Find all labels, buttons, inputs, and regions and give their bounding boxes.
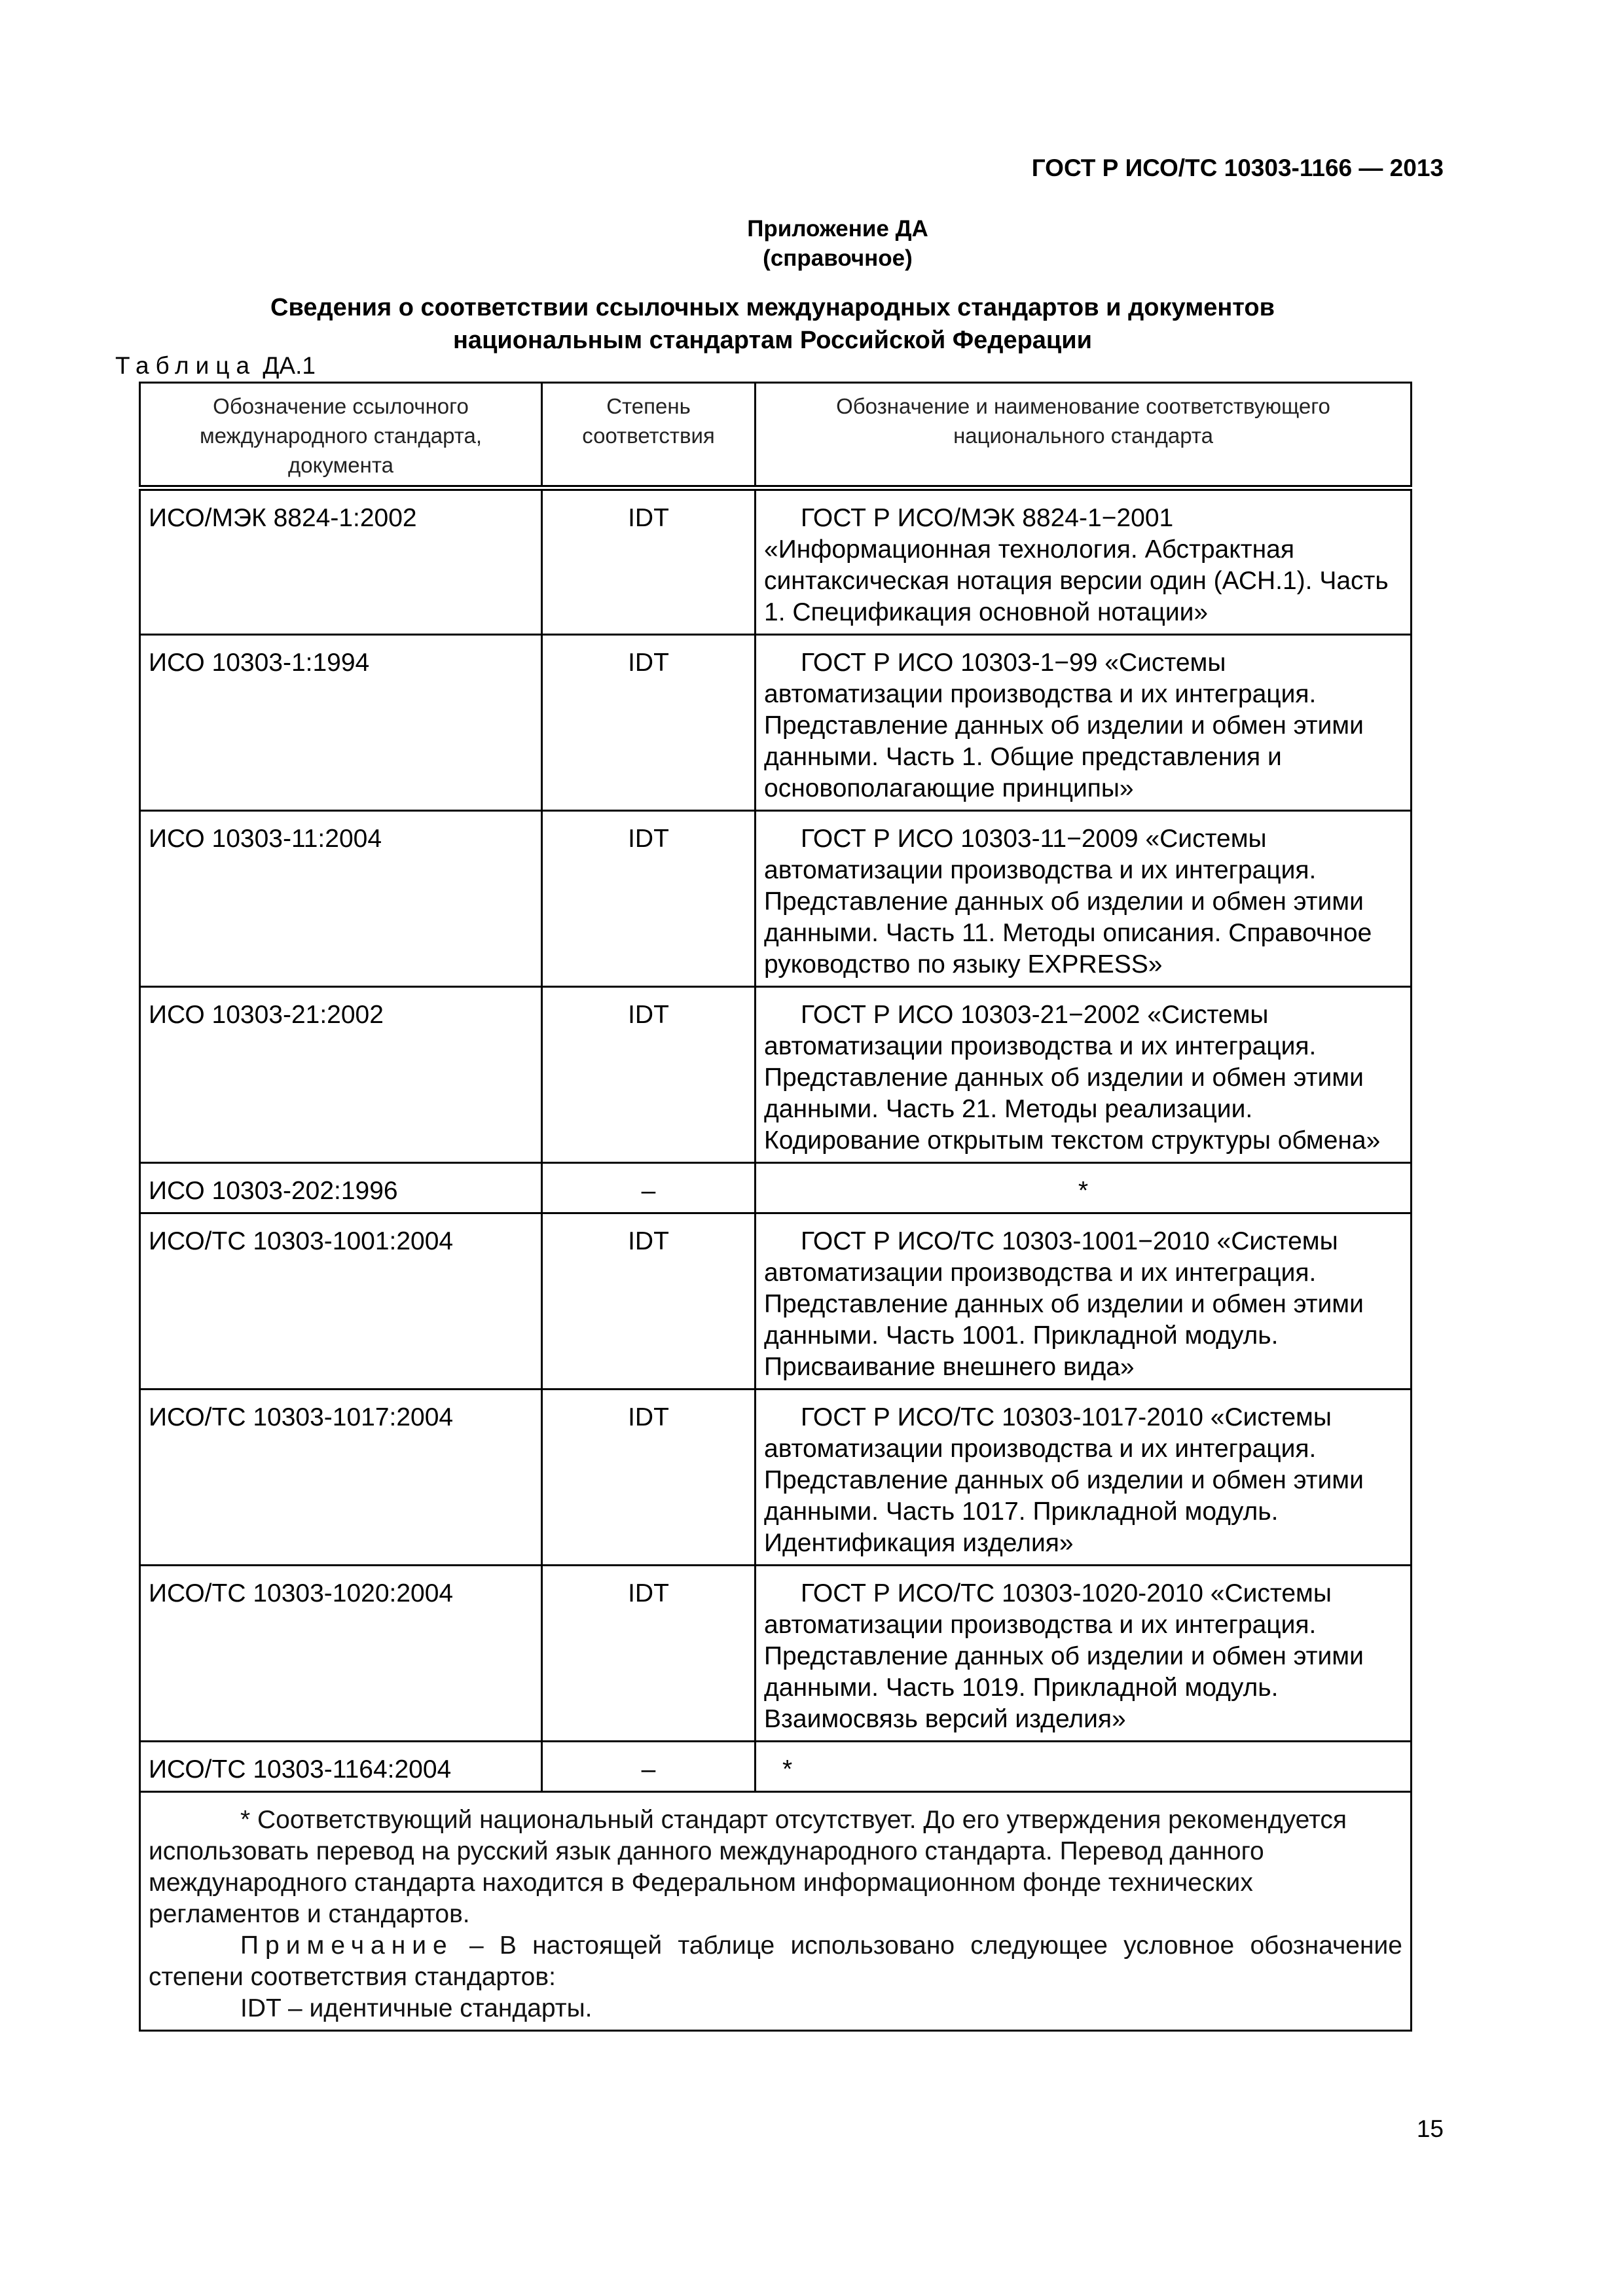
national-standard-text: ГОСТ Р ИСО/ТС 10303-1020-2010 «Системы автоматизации производства и их интеграция. Представление данных об изделии и обмен этими данными. Часть 1019. Прикладной модуль. Взаимосвязь версий изделия» [764,1579,1364,1733]
degree-cell: IDT [542,1390,756,1566]
column-header-degree: Степень соответствия [542,383,756,488]
national-standard-text: ГОСТ Р ИСО 10303-1−99 «Системы автоматизации производства и их интеграция. Представление данных об изделии и обмен этими данными. Часть 1. Общие представления и основополагающие принципы» [764,649,1364,802]
footnote-note [149,1930,1402,1993]
national-standard-cell [756,1390,1412,1566]
table-row [140,488,1412,635]
reference-cell: ИСО/ТС 10303-1164:2004 [140,1742,542,1792]
table-footnote [140,1792,1412,2031]
footnote-star: * Соответствующий национальный стандарт отсутствует. До его утверждения рекомендуется использовать перевод на русский язык данного международного стандарта. Перевод данного международного стандарта находится в Федеральном информационном фонде технических регламентов и стандартов. [149,1806,1347,1928]
footnote-idt-definition: IDT – идентичные стандарты. [240,1994,593,2022]
section-heading [170,291,1375,357]
table-header-row [140,383,1412,488]
reference-cell: ИСО 10303-1:1994 [140,635,542,811]
page-number: 15 [1416,2115,1444,2142]
national-standard-cell [756,811,1412,987]
degree-cell: IDT [542,811,756,987]
table-row [140,987,1412,1163]
table-row [140,1163,1412,1213]
reference-cell: ИСО/ТС 10303-1001:2004 [140,1213,542,1390]
table-label [115,352,316,380]
degree-cell: IDT [542,488,756,635]
table-row [140,635,1412,811]
degree-cell: IDT [542,1566,756,1742]
document-code: ГОСТ Р ИСО/ТС 10303-1166 — 2013 [1031,154,1444,181]
table-row [140,1213,1412,1390]
column-header-national: Обозначение и наименование соответствующего национального стандарта [756,383,1412,488]
national-standard-text: ГОСТ Р ИСО/МЭК 8824-1−2001 «Информационная технология. Абстрактная синтаксическая нотация версии один (АСН.1). Часть 1. Спецификация основной нотации» [764,504,1389,626]
national-standard-cell [756,987,1412,1163]
degree-cell: – [542,1163,756,1213]
degree-cell: IDT [542,987,756,1163]
table-row [140,1742,1412,1792]
appendix-type: (справочное) [763,245,913,271]
reference-cell: ИСО/МЭК 8824-1:2002 [140,488,542,635]
column-header-reference: Обозначение ссылочного международного стандарта, документа [140,383,542,488]
reference-cell: ИСО/ТС 10303-1017:2004 [140,1390,542,1566]
degree-cell: – [542,1742,756,1792]
reference-cell: ИСО 10303-21:2002 [140,987,542,1163]
degree-cell: IDT [542,1213,756,1390]
national-standard-text: ГОСТ Р ИСО 10303-11−2009 «Системы автоматизации производства и их интеграция. Представление данных об изделии и обмен этими данными. Часть 11. Методы описания. Справочное руководство по языку EXPRESS» [764,825,1372,978]
national-standard-cell [756,635,1412,811]
table-row [140,1566,1412,1742]
table-label-word: Таблица [115,352,257,379]
degree-cell: IDT [542,635,756,811]
national-standard-text: ГОСТ Р ИСО/ТС 10303-1001−2010 «Системы автоматизации производства и их интеграция. Представление данных об изделии и обмен этими данными. Часть 1001. Прикладной модуль. Присваивание внешнего вида» [764,1227,1364,1381]
national-standard-cell: * [756,1742,1412,1792]
national-standard-cell: * [756,1163,1412,1213]
section-heading-line-2: национальным стандартам Российской Федерации [452,327,1092,354]
national-standard-text: ГОСТ Р ИСО/ТС 10303-1017-2010 «Системы автоматизации производства и их интеграция. Представление данных об изделии и обмен этими данными. Часть 1017. Прикладной модуль. Идентификация изделия» [764,1403,1364,1557]
table-row [140,811,1412,987]
national-standard-cell [756,1213,1412,1390]
national-standard-text: ГОСТ Р ИСО 10303-21−2002 «Системы автоматизации производства и их интеграция. Представление данных об изделии и обмен этими данными. Часть 21. Методы реализации. Кодирование открытым текстом структуры обмена» [764,1001,1381,1155]
national-standard-cell [756,488,1412,635]
national-standard-cell [756,1566,1412,1742]
reference-cell: ИСО 10303-202:1996 [140,1163,542,1213]
reference-cell: ИСО/ТС 10303-1020:2004 [140,1566,542,1742]
table-row [140,1390,1412,1566]
table-label-number: ДА.1 [263,352,316,379]
appendix-title: Приложение ДА [747,216,928,242]
correspondence-table [139,382,1412,2032]
note-label: Примечание [240,1931,454,1960]
reference-cell: ИСО 10303-11:2004 [140,811,542,987]
section-heading-line-1: Сведения о соответствии ссылочных международных стандартов и документов [270,294,1275,321]
note-text: – В настоящей таблице использовано следующее условное обозначение степени соответствия стандартов: [149,1931,1402,1991]
table-footnote-row [140,1792,1412,2031]
